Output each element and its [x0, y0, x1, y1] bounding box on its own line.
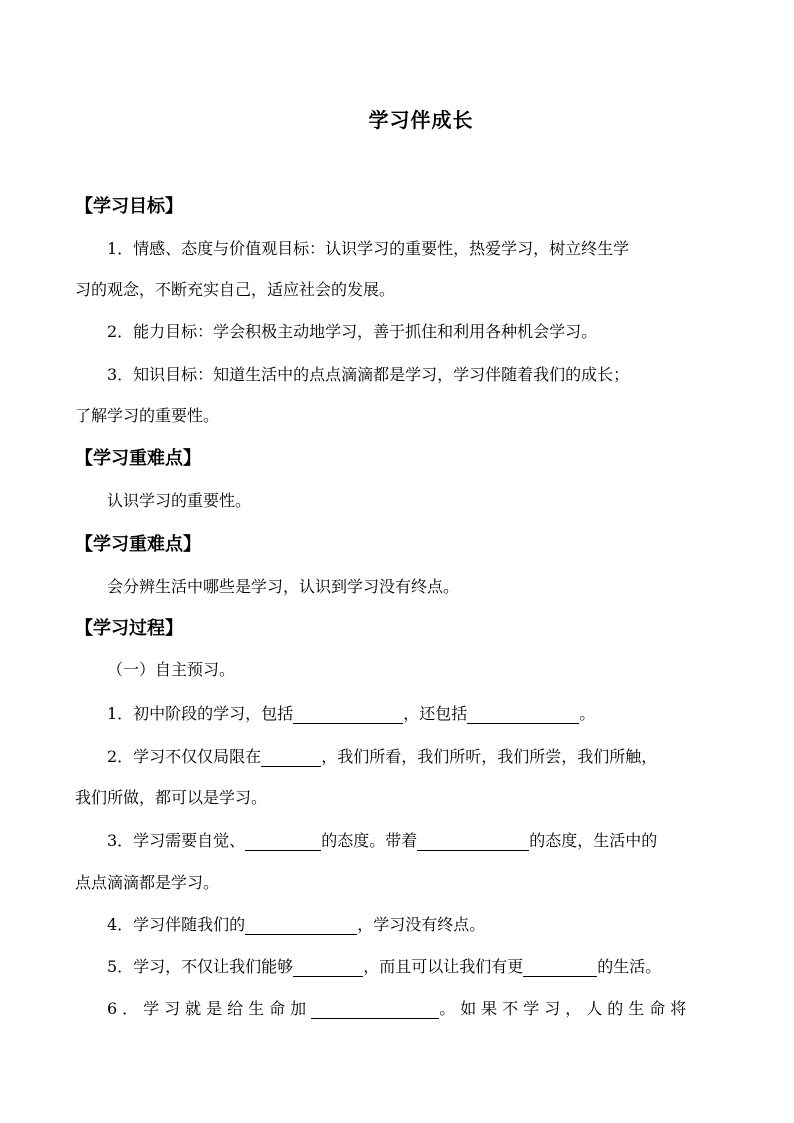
question-5-text-a: 5．学习，不仅让我们能够 [107, 957, 294, 976]
goal-3-line-2: 了解学习的重要性。 [75, 406, 220, 425]
answer-blank-5b[interactable] [523, 958, 597, 977]
question-3-line-1 [107, 828, 657, 851]
answer-blank-3b[interactable] [417, 832, 529, 851]
key-points-text: 认识学习的重要性。 [107, 491, 252, 510]
question-5-text-b: ，而且可以让我们有更 [363, 957, 524, 976]
goal-1-line-2: 习的观念，不断充实自己，适应社会的发展。 [75, 280, 396, 299]
section-heading-goals: 【学习目标】 [75, 196, 183, 217]
question-6-text-b: 。如果不学习，人的生命将 [439, 999, 692, 1018]
answer-blank-1b[interactable] [467, 705, 579, 724]
section-heading-difficult-points: 【学习重难点】 [75, 534, 201, 555]
question-1-text-c: 。 [579, 704, 596, 723]
difficult-points-text: 会分辨生活中哪些是学习，认识到学习没有终点。 [107, 577, 460, 596]
goal-3-line-1: 3．知识目标：知道生活中的点点滴滴都是学习，学习伴随着我们的成长； [107, 365, 630, 384]
question-4-text-b: ，学习没有终点。 [357, 915, 486, 934]
section-heading-key-points: 【学习重难点】 [75, 448, 201, 469]
answer-blank-3a[interactable] [245, 832, 321, 851]
question-2-line-1 [107, 744, 657, 767]
question-3-line-2: 点点滴滴都是学习。 [75, 873, 220, 892]
answer-blank-5a[interactable] [293, 958, 363, 977]
question-4-text-a: 4．学习伴随我们的 [107, 915, 246, 934]
question-2-text-b: ，我们所看，我们所听，我们所尝，我们所触， [321, 747, 658, 766]
answer-blank-2[interactable] [261, 748, 321, 767]
answer-blank-4[interactable] [245, 916, 357, 935]
process-subheading: （一）自主预习。 [107, 660, 236, 679]
question-6 [107, 996, 691, 1019]
section-heading-process: 【学习过程】 [75, 618, 183, 639]
question-5 [107, 954, 661, 977]
goal-1-line-1: 1．情感、态度与价值观目标：认识学习的重要性，热爱学习，树立终生学 [107, 239, 630, 258]
page-title: 学习伴成长 [368, 108, 474, 132]
question-4 [107, 912, 485, 935]
question-6-text-a: 6．学习就是给生命加 [107, 999, 312, 1018]
question-2-text-a: 2．学习不仅仅局限在 [107, 747, 262, 766]
question-2-line-2: 我们所做，都可以是学习。 [75, 788, 268, 807]
answer-blank-1a[interactable] [293, 705, 403, 724]
question-1-text-a: 1．初中阶段的学习，包括 [107, 704, 294, 723]
question-1 [107, 701, 595, 724]
question-3-text-b: 的态度。带着 [321, 831, 418, 850]
goal-2: 2．能力目标：学会积极主动地学习，善于抓住和利用各种机会学习。 [107, 322, 598, 341]
question-1-text-b: ，还包括 [403, 704, 468, 723]
question-3-text-c: 的态度，生活中的 [529, 831, 658, 850]
answer-blank-6[interactable] [311, 1000, 439, 1019]
question-3-text-a: 3．学习需要自觉、 [107, 831, 246, 850]
question-5-text-c: 的生活。 [597, 957, 662, 976]
